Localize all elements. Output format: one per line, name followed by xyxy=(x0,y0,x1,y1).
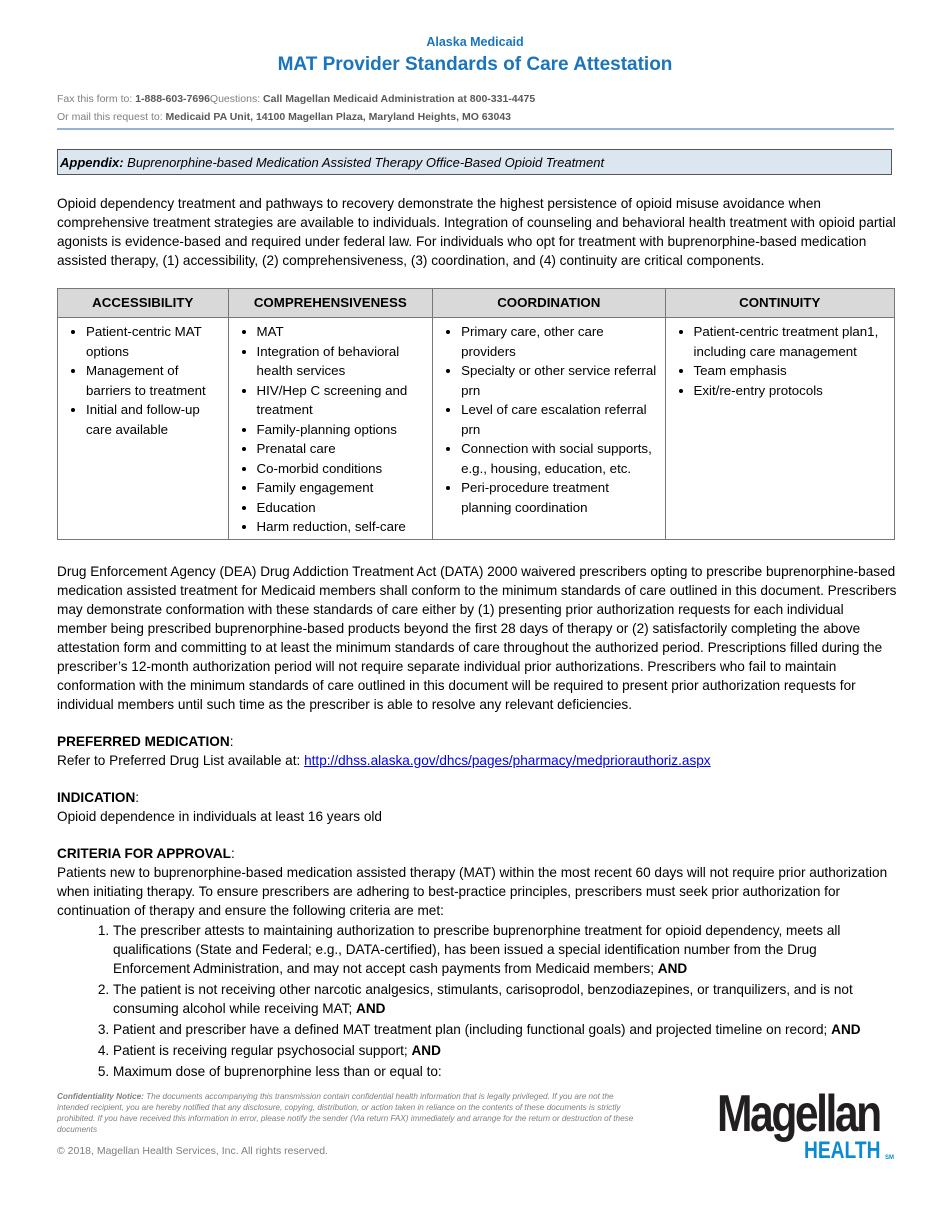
criteria-item-text: Patient is receiving regular psychosocial support; xyxy=(113,1042,412,1058)
criteria-text: Patients new to buprenorphine-based medication assisted therapy (MAT) within the most recent 60 days will not require prior authorization when initiating therapy. To ensure prescribers are adhering to best-practice principles, prescribers must seek prior authorization for continuation of therapy and ensure the following criteria are met: xyxy=(57,864,888,918)
fax-line xyxy=(57,93,535,105)
page-title: MAT Provider Standards of Care Attestation xyxy=(277,54,673,75)
indication-section: INDICATION: Opioid dependence in individuals at least 16 years old xyxy=(57,788,897,826)
criteria-item-and: AND xyxy=(356,1000,386,1016)
indication-text: Opioid dependence in individuals at least 16 years old xyxy=(57,808,382,824)
fax-number: 1-888-603-7696 xyxy=(135,93,210,105)
magellan-logo: Magellan xyxy=(717,1084,880,1143)
header-accessibility: ACCESSIBILITY xyxy=(58,289,229,318)
notice-text: The documents accompanying this transmission contain confidential health information that is legally privileged. If you are not the intended recipient, you are hereby notified that any disclosure, copying, distribution, or action taken in reliance on the contents of these documents is strictly prohibited. If you have received this information in error, please notify the sender (Via return FAX) immediately and arrange for the return or destruction of these documents xyxy=(57,1091,634,1134)
subtitle: Alaska Medicaid xyxy=(426,35,524,49)
criteria-item xyxy=(113,980,897,1018)
health-logo: HEALTH xyxy=(804,1136,881,1164)
document-body xyxy=(57,149,897,1185)
criteria-item-text: Patient and prescriber have a defined MAT treatment plan (including functional goals) and projected timeline on record; xyxy=(113,1021,832,1037)
questions-text: Call Magellan Medicaid Administration at 800-331-4475 xyxy=(263,93,536,105)
table-list-item: • Co-morbid conditions xyxy=(257,459,429,479)
table-list-item: • Education xyxy=(257,498,429,518)
table-list-item: • Harm reduction, self-care xyxy=(257,517,429,537)
header-continuity: CONTINUITY xyxy=(665,289,895,318)
table-list-item: • Patient-centric MAT options xyxy=(86,322,224,361)
intro-paragraph: Opioid dependency treatment and pathways to recovery demonstrate the highest persistence of opioid misuse avoidance when comprehensive treatment strategies are available to individuals. Integration of counseling and behavioral health treatment with opioid partial agonists is evidence-based and required under federal law. For individuals who opt for treatment with buprenorphine-based medication assisted therapy, (1) accessibility, (2) comprehensiveness, (3) coordination, and (4) continuity are critical components. xyxy=(57,196,896,268)
header-comprehensiveness: COMPREHENSIVENESS xyxy=(228,289,433,318)
table-list-item: • Primary care, other care providers xyxy=(461,322,660,361)
preferred-heading: PREFERRED MEDICATION xyxy=(57,733,230,749)
preferred-text: Refer to Preferred Drug List available at: xyxy=(57,752,305,768)
table-list-item: • Team emphasis xyxy=(694,361,891,381)
mail-line xyxy=(57,111,511,123)
preferred-section: PREFERRED MEDICATION: Refer to Preferred Drug List available at: http://dhss.alaska.gov/dhcs/pages/pharmacy/medpriorauthoriz.aspx xyxy=(57,733,711,768)
criteria-item xyxy=(113,1020,897,1039)
criteria-item-text: The patient is not receiving other narcotic analgesics, stimulants, carisoprodol, benzodiazepines, or tranquilizers, and is not consuming alcohol while receiving MAT; xyxy=(113,981,853,1016)
table-list-item: • Connection with social supports, e.g., housing, education, etc. xyxy=(461,439,660,478)
criteria-item xyxy=(113,1062,897,1081)
table-list-item: • Family engagement xyxy=(257,478,429,498)
dea-paragraph: Drug Enforcement Agency (DEA) Drug Addiction Treatment Act (DATA) 2000 waivered prescribers opting to prescribe buprenorphine-based medication assisted treatment for Medicaid members shall conform to the minimum standards of care outlined in this document. Prescribers may demonstrate conformation with these standards of care either by (1) presenting prior authorization requests for each individual member being prescribed buprenorphine-based products beyond the first 28 days of therapy or (2) satisfactorily completing the above attestation form and committing to at least the minimum standards of care throughout the authorized period. Prescriptions filled during the prescriber’s 12-month authorization period will not require separate individual prior authorizations. Prescribers who fail to maintain conformation with the minimum standards of care outlined in this document will be required to present prior authorization requests for individual members until such time as the prescriber is able to resolve any relevant deficiencies. xyxy=(57,563,897,712)
fax-label: Fax this form to: xyxy=(57,93,136,105)
table-list-item: • Prenatal care xyxy=(257,439,429,459)
criteria-heading: CRITERIA FOR APPROVAL xyxy=(57,845,231,861)
table-list-item: • MAT xyxy=(257,322,429,342)
confidentiality-notice xyxy=(57,1091,647,1135)
header-coordination: COORDINATION xyxy=(433,289,665,318)
mail-label: Or mail this request to: xyxy=(57,111,166,123)
table-list-item: • Management of barriers to treatment xyxy=(86,361,224,400)
table-list-item: • Patient-centric treatment plan1, including care management xyxy=(694,322,891,361)
criteria-item xyxy=(113,921,897,978)
criteria-item-and: AND xyxy=(411,1042,441,1058)
table-list-item: • Level of care escalation referral prn xyxy=(461,400,660,439)
table-list-item: • HIV/Hep C screening and treatment xyxy=(257,381,429,420)
indication-heading: INDICATION xyxy=(57,789,136,805)
copyright: © 2018, Magellan Health Services, Inc. All rights reserved. xyxy=(57,1144,328,1157)
criteria-section: CRITERIA FOR APPROVAL: Patients new to buprenorphine-based medication assisted therapy (MAT) within the most recent 60 days will not require prior authorization when initiating therapy. To ensure prescribers are adhering to best-practice principles, prescribers must seek prior authorization for continuation of therapy and ensure the following criteria are met: 1. The prescriber attests to maintaining authorization to prescribe buprenorphine treatment for opioid dependency, meets all qualifications (State and Federal; e.g., DATA-certified), has been issued a special identification number from the Drug Enforcement Administration, and may not accept cash payments from Medicaid members; AND 2. The patient is not receiving other narcotic analgesics, stimulants, carisoprodol, benzodiazepines, or tranquilizers, and is not consuming alcohol while receiving MAT; AND 3. Patient and prescriber have a defined MAT treatment plan (including functional goals) and projected timeline on record; AND 4. Patient is receiving regular psychosocial support; AND 5. Maximum dose of buprenorphine less than or equal to: xyxy=(57,844,897,1081)
criteria-item-and: AND xyxy=(657,960,688,976)
header-divider xyxy=(57,128,894,130)
criteria-item-text: The prescriber attests to maintaining authorization to prescribe buprenorphine treatment for opioid dependency, meets all qualifications (State and Federal; e.g., DATA-certified), has been issued a special identification number from the Drug Enforcement Administration, and may not accept cash payments from Medicaid members; xyxy=(113,922,841,976)
appendix-text: Buprenorphine-based Medication Assisted Therapy Office-Based Opioid Treatment xyxy=(123,155,605,170)
table-list-item: • Peri-procedure treatment planning coordination xyxy=(461,478,660,517)
notice-label: Confidentiality Notice: xyxy=(57,1091,144,1101)
table-list-item: • Exit/re-entry protocols xyxy=(694,381,891,401)
footer xyxy=(57,1084,897,1185)
coordination-cell xyxy=(433,318,665,540)
criteria-item xyxy=(113,1041,897,1060)
accessibility-cell xyxy=(58,318,229,540)
continuity-cell xyxy=(665,318,895,540)
appendix-box xyxy=(57,149,892,175)
table-list-item: • Integration of behavioral health services xyxy=(257,342,429,381)
comprehensiveness-cell xyxy=(228,318,433,540)
magellan-health-logo xyxy=(717,1084,897,1165)
service-mark: SM xyxy=(885,1154,894,1161)
appendix-label: Appendix: xyxy=(60,155,124,170)
criteria-item-text: Maximum dose of buprenorphine less than or equal to: xyxy=(113,1063,442,1079)
table-list-item: • Family-planning options xyxy=(257,420,429,440)
questions-label: Questions: xyxy=(209,93,264,105)
table-list-item: • Specialty or other service referral prn xyxy=(461,361,660,400)
criteria-item-and: AND xyxy=(831,1021,861,1037)
mail-address: Medicaid PA Unit, 14100 Magellan Plaza, Maryland Heights, MO 63043 xyxy=(165,111,511,123)
pdl-link[interactable]: http://dhss.alaska.gov/dhcs/pages/pharmacy/medpriorauthoriz.aspx xyxy=(304,752,711,768)
standards-table xyxy=(57,288,895,540)
table-list-item: • Initial and follow-up care available xyxy=(86,400,224,439)
